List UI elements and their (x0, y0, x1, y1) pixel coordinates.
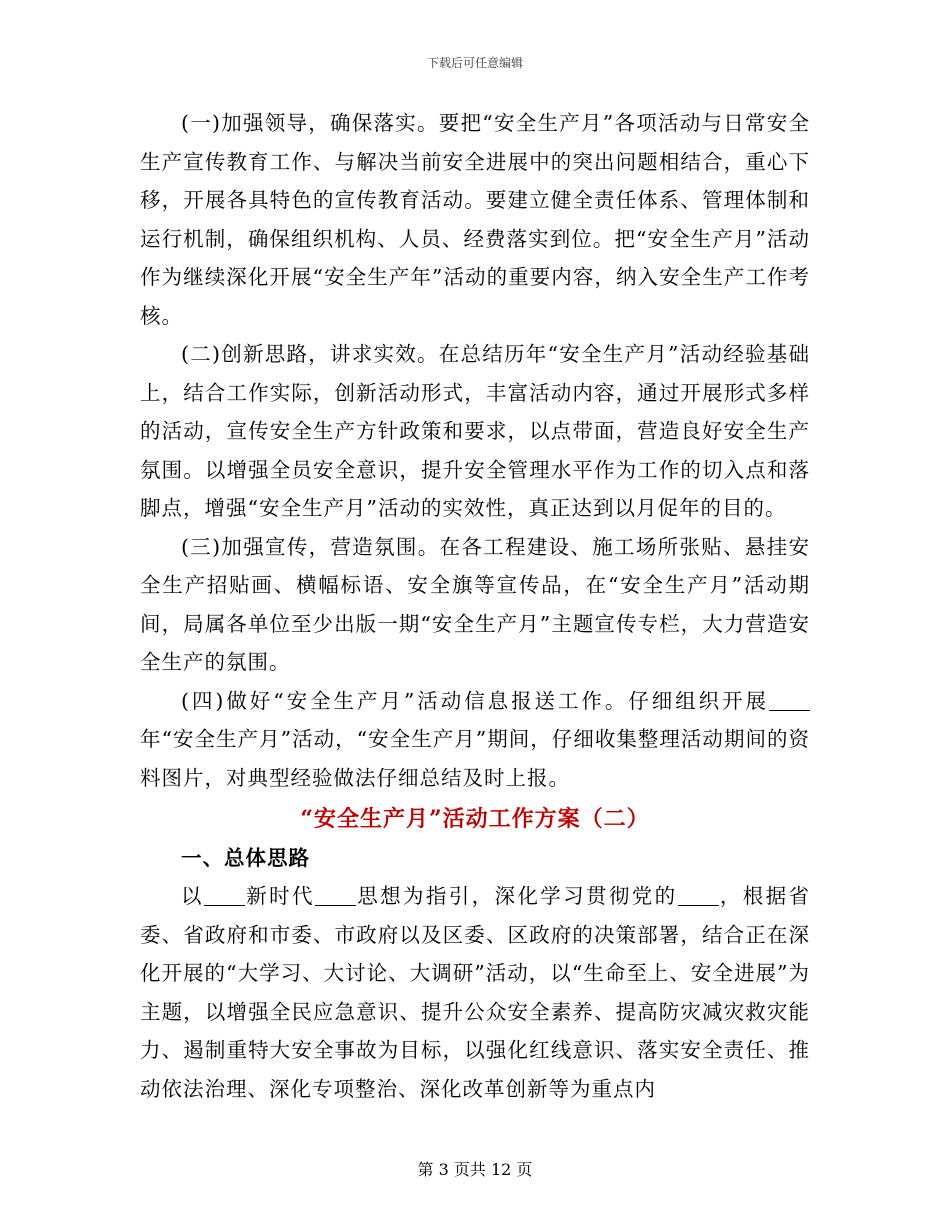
fill-blank (204, 885, 245, 907)
paragraph-5-text-a: 以 (181, 884, 204, 908)
page-footer: 第 3 页共 12 页 (417, 1160, 533, 1179)
section-title: “安全生产月”活动工作方案（二） (300, 806, 650, 832)
paragraph-3: (三)加强宣传，营造氛围。在各工程建设、施工场所张贴、悬挂安全生产招贴画、横幅标语、安全旗等宣传品，在“安全生产月”活动期间，局属各单位至少出版一期“安全生产月”主题宣传专栏，大力营造安全生产的氛围。 (140, 534, 810, 674)
paragraph-4-text-b: 年“安全生产月”活动，“安全生产月”期间，仔细收集整理活动期间的资料图片，对典型经验做法仔细总结及时上报。 (140, 727, 810, 790)
paragraph-5-text-d: ，根据省委、省政府和市委、市政府以及区委、区政府的决策部署，结合正在深化开展的“大学习、大讨论、大调研”活动，以“生命至上、安全进展”为主题，以增强全民应急意识、提升公众安全素养、提高防灾减灾救灾能力、遏制重特大安全事故为目标，以强化红线意识、落实安全责任、推动依法治理、深化专项整治、深化改革创新等为重点内 (140, 884, 810, 1101)
paragraph-2: (二)创新思路，讲求实效。在总结历年“安全生产月”活动经验基础上，结合工作实际，创新活动形式，丰富活动内容，通过开展形式多样的活动，宣传安全生产方针政策和要求，以点带面，营造良好安全生产氛围。以增强全员安全意识，提升安全管理水平作为工作的切入点和落脚点，增强“安全生产月”活动的实效性，真正达到以月促年的目的。 (140, 342, 810, 520)
header-note: 下载后可任意编辑 (426, 56, 523, 70)
paragraph-1: (一)加强领导，确保落实。要把“安全生产月”各项活动与日常安全生产宣传教育工作、与解决当前安全进展中的突出问题相结合，重心下移，开展各具特色的宣传教育活动。要建立健全责任体系、管理体制和运行机制，确保组织机构、人员、经费落实到位。把“安全生产月”活动作为继续深化开展“安全生产年”活动的重要内容，纳入安全生产工作考核。 (140, 111, 810, 328)
document-body (140, 104, 810, 1108)
fill-blank (678, 885, 719, 907)
paragraph-5-text-c: 思想为指引，深化学习贯彻党的 (355, 884, 678, 908)
subheading: 一、总体思路 (181, 846, 310, 870)
paragraph-5-text-b: 新时代 (244, 884, 315, 908)
paragraph-4 (140, 682, 810, 798)
paragraph-4-text-a: (四)做好“安全生产月”活动信息报送工作。仔细组织开展 (181, 688, 769, 713)
paragraph-5 (140, 877, 810, 1108)
fill-blank (769, 689, 810, 711)
fill-blank (315, 885, 356, 907)
